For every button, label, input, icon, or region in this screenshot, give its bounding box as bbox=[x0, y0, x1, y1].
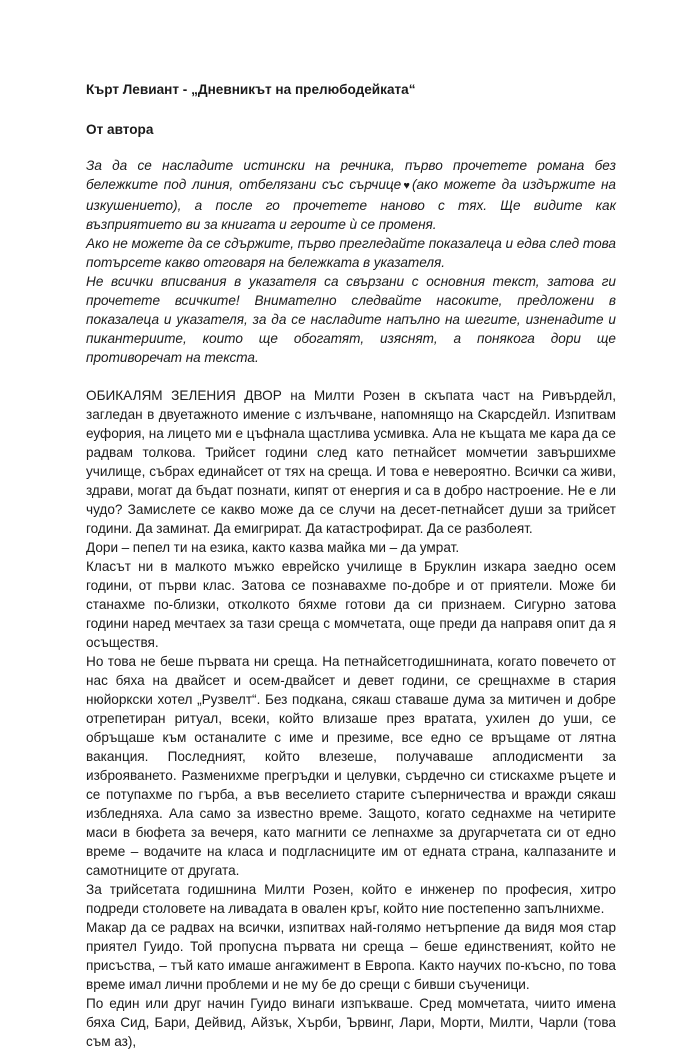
body-paragraph: Дори – пепел ти на езика, както казва майка ми – да умрат. bbox=[86, 540, 460, 555]
intro-text: (ако можете да издържите на изкушението), а после го прочетете наново с тях. Ще видите как възприятието ви за книгата и героите ѝ се променя. bbox=[86, 177, 616, 232]
intro-paragraph bbox=[86, 156, 616, 234]
document-title: Кърт Левиант - „Дневникът на прелюбодейката“ bbox=[86, 82, 416, 97]
heart-icon: ♥ bbox=[401, 180, 412, 192]
intro-text: За да се насладите истински на речника, първо прочетете романа без бележките под линия, отбелязани със сърчице bbox=[86, 158, 616, 192]
body-paragraph: ОБИКАЛЯМ ЗЕЛЕНИЯ ДВОР на Милти Розен в скъпата част на Ривърдейл, загледан в двуетажното имение с излъчване, напомнящо на Скарсдейл. Изпитвам еуфория, на лицето ми е цъфнала щастлива усмивка. Ала не къщата ме кара да се радвам толкова. Трийсет години след като петнайсет момчетии завършихме училище, събрах единайсет от тях на среща. И това е невероятно. Всички са живи, здрави, могат да бъдат познати, кипят от енергия и са в добро настроение. Не е ли чудо? Замислете се какво може да се случи на десет-петнайсет души за трийсет години. Да заминат. Да емигрират. Да катастрофират. Да се разболеят. bbox=[86, 388, 616, 536]
document-content bbox=[86, 80, 616, 1051]
section-heading: От автора bbox=[86, 122, 154, 137]
body-paragraph: Класът ни в малкото мъжко еврейско училище в Бруклин изкара заедно осем години, от първи клас. Затова се познавахме по-добре и от приятели. Може би станахме по-близки, отколкото бяхме готови да си признаем. Сигурно затова години наред мечтаех за тази среща с момчетата, още преди да направя опит да я осъществя. bbox=[86, 559, 616, 650]
body-paragraph: За трийсетата годишнина Милти Розен, който е инженер по професия, хитро подреди столовете на ливадата в овален кръг, който ние постепенно запълнихме. bbox=[86, 882, 616, 916]
author-note bbox=[86, 156, 616, 367]
body-paragraph: Макар да се радвах на всички, изпитвах най-голямо нетърпение да видя моя стар приятел Гуидо. Той пропусна първата ни среща – беше единственият, който не присъства, – тъй като имаше ангажимент в Европа. Както научих по-късно, по това време имал лични проблеми и не му бе до срещи с бивши съученици. bbox=[86, 920, 616, 992]
body-text bbox=[86, 386, 616, 1051]
intro-paragraph: Не всички вписвания в указателя са свързани с основния текст, затова ги прочетете всичките! Внимателно следвайте насоките, предложени в показалеца и указателя, за да се насладите напълно на шегите, изненадите и пикантериите, които ще обогатят, изяснят, а понякога дори ще противоречат на текста. bbox=[86, 274, 616, 365]
intro-paragraph: Ако не можете да се сдържите, първо прегледайте показалеца и едва след това потърсете какво отговаря на бележката в указателя. bbox=[86, 236, 616, 270]
body-paragraph: Но това не беше първата ни среща. На петнайсетгодишнината, когато повечето от нас бяха на двайсет и осем-двайсет и девет години, се срещнахме в стария нюйоркски хотел „Рузвелт“. Без подкана, сякаш ставаше дума за митичен и добре отрепетиран ритуал, всеки, който влизаше през вратата, ухилен до уши, се обръщаше към останалите с име и презиме, все едно се връщаме от лятна ваканция. Последният, който влезеше, получаваше аплодисменти за изброяването. Разменихме прегръдки и целувки, сърдечно си стискахме ръцете и се потупахме по гърба, а във веселието старите съперничества и вражди сякаш избледняха. Ала само за известно време. Защото, когато седнахме на четирите маси в бюфета за вечеря, като магнити се лепнахме за другарчетата си от едно време – водачите на класа и подгласниците им от едната страна, калпазаните и самотниците от другата. bbox=[86, 654, 616, 878]
body-paragraph: По един или друг начин Гуидо винаги изпъкваше. Сред момчетата, чиито имена бяха Сид, Бари, Дейвид, Айзък, Хърби, Ървинг, Лари, Морти, Милти, Чарли (това съм аз), bbox=[86, 996, 616, 1049]
